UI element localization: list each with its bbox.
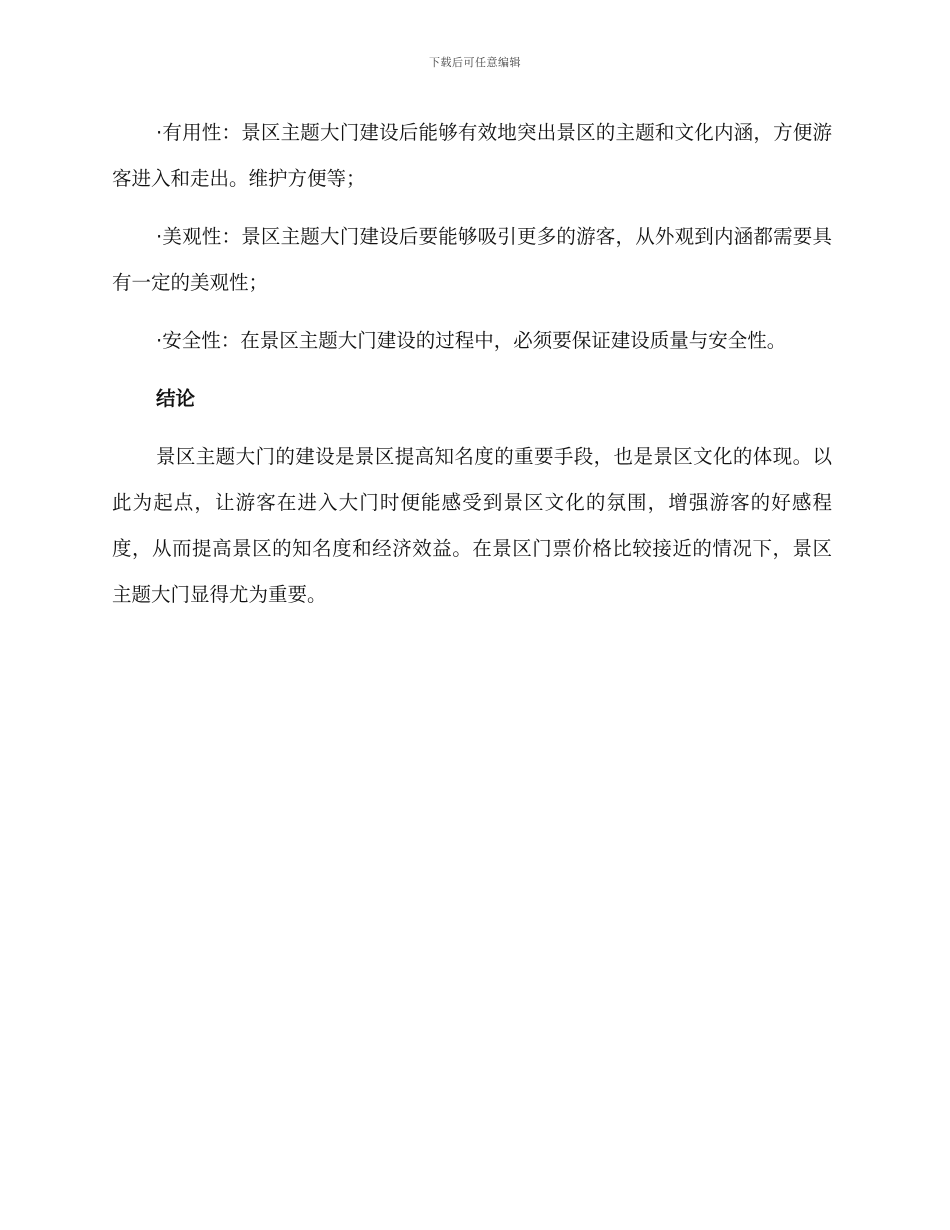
document-body xyxy=(112,110,832,630)
bullet-aesthetics xyxy=(112,214,832,306)
bullet-usefulness xyxy=(112,110,832,202)
bullet-dot-icon: · xyxy=(156,225,163,248)
bullet-text: 安全性：在景区主题大门建设的过程中，必须要保证建设质量与安全性。 xyxy=(162,329,787,352)
bullet-text: 有用性：景区主题大门建设后能够有效地突出景区的主题和文化内涵，方便游客进入和走出。维护方便等； xyxy=(112,121,832,190)
header-note: 下载后可任意编辑 xyxy=(429,56,521,69)
bullet-safety xyxy=(112,318,832,364)
bullet-text: 美观性：景区主题大门建设后要能够吸引更多的游客，从外观到内涵都需要具有一定的美观性； xyxy=(112,225,832,294)
bullet-dot-icon: · xyxy=(156,329,163,352)
conclusion-heading: 结论 xyxy=(156,387,196,410)
bullet-dot-icon: · xyxy=(156,121,163,144)
conclusion-paragraph: 景区主题大门的建设是景区提高知名度的重要手段，也是景区文化的体现。以此为起点，让游客在进入大门时便能感受到景区文化的氛围，增强游客的好感程度，从而提高景区的知名度和经济效益。在景区门票价格比较接近的情况下，景区主题大门显得尤为重要。 xyxy=(112,445,832,606)
